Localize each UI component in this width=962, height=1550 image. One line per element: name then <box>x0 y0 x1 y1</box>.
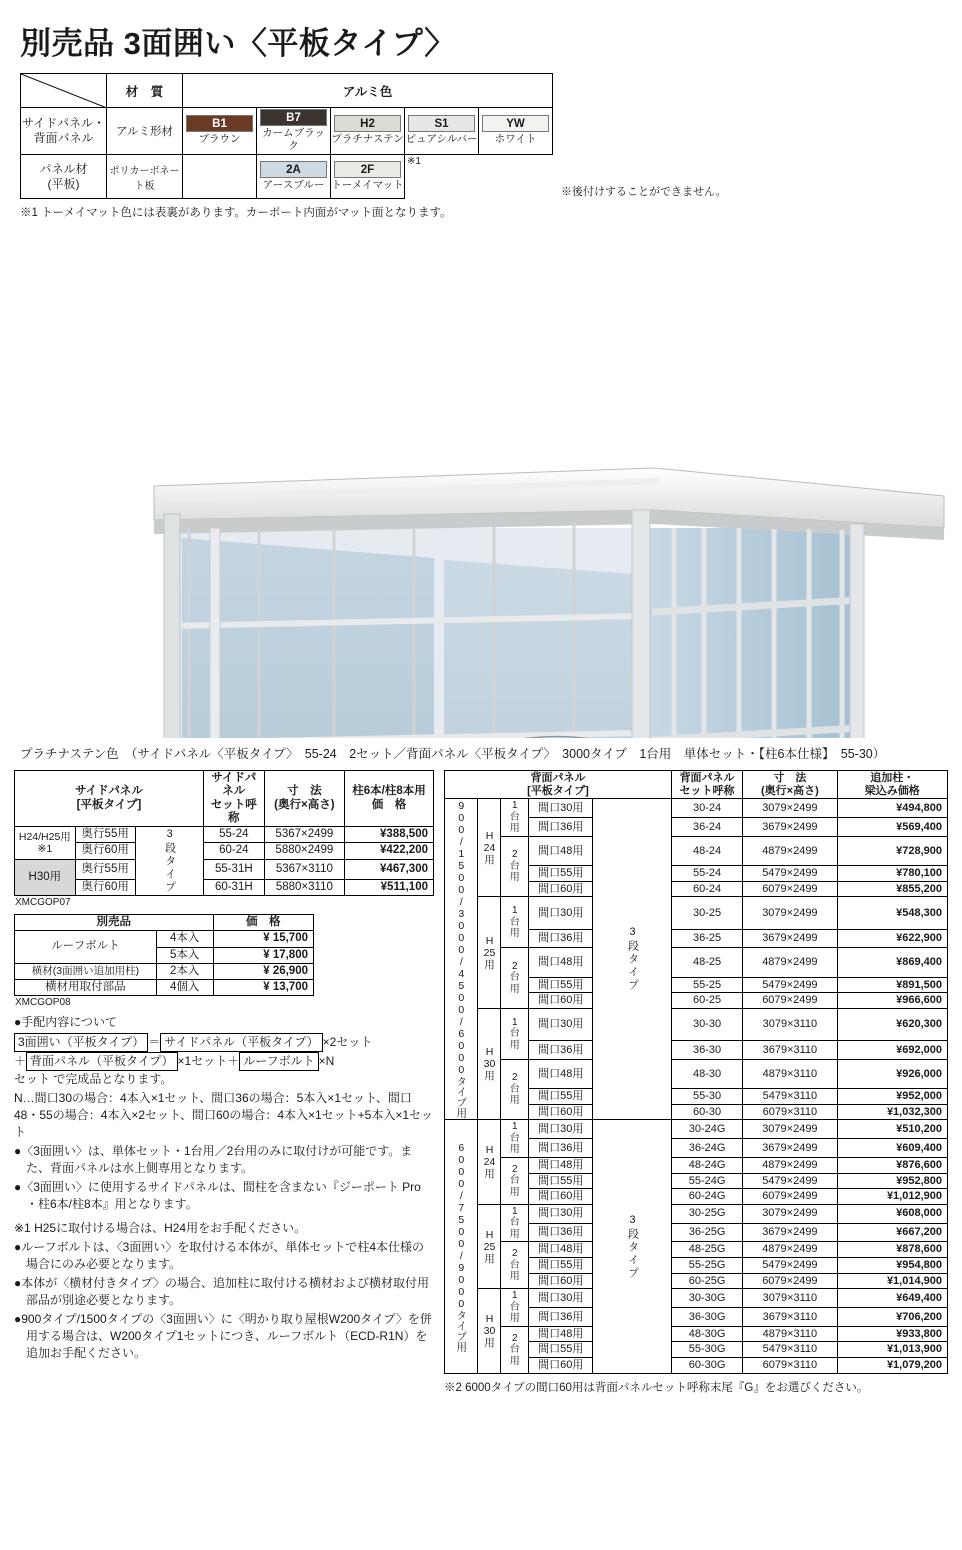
product-photo <box>14 228 948 738</box>
optional-parts-header-price: 価 格 <box>213 915 313 931</box>
panel-mark-1: ※1 <box>407 156 421 168</box>
photo-caption: プラチナステン色 （サイドパネル〈平板タイプ〉 55-24 2セット／背面パネル〈平板タイプ〉 3000タイプ 1台用 単体セット・【柱6本仕様】 55-30） <box>20 747 886 762</box>
back-panel-call-13: 55-30 <box>671 1089 742 1105</box>
side-panel-depth-3: 奥行60用 <box>75 879 135 895</box>
back-panel-width-29: 間口60用 <box>529 1358 593 1374</box>
back-panel-price-12: ¥926,000 <box>837 1060 947 1089</box>
side-panel-size-1: 5880×2499 <box>264 843 344 859</box>
optional-part-price-3: ¥ 13,700 <box>213 979 313 995</box>
back-panel-price-15: ¥510,200 <box>837 1120 947 1139</box>
optional-part-price-1: ¥ 17,800 <box>213 947 313 963</box>
note-item-1: 3面囲い（平板タイプ） ＝ サイドパネル（平板タイプ） ×2セット ＋ 背面パネル（平板タイプ） ×1セット＋ ルーフボルト ×N セット で完成品となります。 <box>14 1035 373 1087</box>
optional-parts-code: XMCGOP08 <box>15 997 71 1009</box>
back-panel-price-9: ¥966,600 <box>837 993 947 1009</box>
side-panel-price-2: ¥467,300 <box>345 859 434 879</box>
back-panel-call-21: 36-25G <box>671 1223 742 1242</box>
back-panel-size-28: 5479×3110 <box>743 1342 837 1358</box>
back-panel-call-24: 60-25G <box>671 1273 742 1289</box>
swatch-2f: 2F トーメイマット <box>331 155 405 199</box>
back-panel-h-label-h24-g2: H 24 用 <box>478 1120 501 1204</box>
swatch-s1: S1 ピュアシルバー <box>405 108 479 155</box>
col-header-alumi: アルミ色 <box>183 74 553 108</box>
back-panel-width-23: 間口55用 <box>529 1258 593 1274</box>
back-panel-size-12: 4879×3110 <box>743 1060 837 1089</box>
back-panel-price-0: ¥494,800 <box>837 799 947 818</box>
back-panel-price-7: ¥869,400 <box>837 948 947 977</box>
side-panel-table <box>14 770 434 896</box>
side-panel-tier-label: 3段タイプ <box>135 827 203 896</box>
back-panel-glass <box>649 528 859 738</box>
side-panel-price-0: ¥388,500 <box>345 827 434 843</box>
note-item-2: N…間口30の場合：4本入×1セット、間口36の場合：5本入×1セット、間口48・55の場合：4本入×2セット、間口60の場合：4本入×1セット+5本入×1セット <box>14 1091 434 1140</box>
note-item-7: ●本体が〈横材付きタイプ〉の場合、追加柱に取付ける横材および横材取付用部品が別途必要となります。 <box>14 1275 430 1307</box>
back-panel-call-14: 60-30 <box>671 1104 742 1120</box>
optional-part-price-2: ¥ 26,900 <box>213 963 313 979</box>
back-panel-call-16: 36-24G <box>671 1139 742 1158</box>
back-panel-price-18: ¥952,800 <box>837 1173 947 1189</box>
back-panel-width-0: 間口30用 <box>529 799 593 818</box>
back-panel-price-23: ¥954,800 <box>837 1258 947 1274</box>
back-panel-size-4: 6079×2499 <box>743 881 837 897</box>
back-panel-width-4: 間口60用 <box>529 881 593 897</box>
back-panel-size-8: 5479×2499 <box>743 977 837 993</box>
back-panel-price-11: ¥692,000 <box>837 1041 947 1060</box>
back-panel-width-8: 間口55用 <box>529 977 593 993</box>
back-panel-price-26: ¥706,200 <box>837 1308 947 1327</box>
back-panel-width-26: 間口36用 <box>529 1308 593 1327</box>
color-table <box>20 73 553 199</box>
back-panel-price-20: ¥608,000 <box>837 1204 947 1223</box>
side-panel-header-call: サイドパネル セット呼称 <box>203 771 264 827</box>
side-panel-price-3: ¥511,100 <box>345 879 434 895</box>
back-panel-size-6: 3679×2499 <box>743 929 837 948</box>
material-alumi-keizai: アルミ形材 <box>107 108 183 155</box>
side-panel-size-3: 5880×3110 <box>264 879 344 895</box>
row-label-panel-material: パネル材 (平板) <box>21 155 107 199</box>
back-panel-size-13: 5479×3110 <box>743 1089 837 1105</box>
back-panel-h-label-h30-g1: H 30 用 <box>478 1008 501 1120</box>
back-panel-size-10: 3079×3110 <box>743 1008 837 1040</box>
back-panel-size-9: 6079×2499 <box>743 993 837 1009</box>
back-panel-width-18: 間口55用 <box>529 1173 593 1189</box>
back-panel-call-1: 36-24 <box>671 818 742 837</box>
back-panel-cars-2f: 2 台 用 <box>501 1326 529 1373</box>
back-panel-tier-label-1: 3段タイプ <box>593 799 671 1120</box>
back-panel-width-7: 間口48用 <box>529 948 593 977</box>
back-panel-price-3: ¥780,100 <box>837 866 947 882</box>
back-panel-call-6: 36-25 <box>671 929 742 948</box>
back-panel-cars-2c: 2 台 用 <box>501 1060 529 1120</box>
back-panel-price-17: ¥876,600 <box>837 1157 947 1173</box>
back-panel-price-21: ¥667,200 <box>837 1223 947 1242</box>
back-panel-size-29: 6079×3110 <box>743 1358 837 1374</box>
back-panel-size-11: 3679×3110 <box>743 1041 837 1060</box>
row-label-side-back-panel: サイドパネル・ 背面パネル <box>21 108 107 155</box>
notes-block <box>14 1014 434 1362</box>
color-table-right-note: ※後付けすることができません。 <box>561 186 727 199</box>
back-panel-size-21: 3679×2499 <box>743 1223 837 1242</box>
side-panel-call-0: 55-24 <box>203 827 264 843</box>
optional-part-qty-3: 4個入 <box>156 979 213 995</box>
side-panel-call-2: 55-31H <box>203 859 264 879</box>
back-panel-size-25: 3079×3110 <box>743 1289 837 1308</box>
back-panel-call-20: 30-25G <box>671 1204 742 1223</box>
back-panel-width-10: 間口30用 <box>529 1008 593 1040</box>
back-panel-size-14: 6079×3110 <box>743 1104 837 1120</box>
back-panel-width-17: 間口48用 <box>529 1157 593 1173</box>
back-panel-cars-2e: 2 台 用 <box>501 1242 529 1289</box>
back-panel-h-label-h24-g1: H 24 用 <box>478 799 501 897</box>
optional-part-name-0: ルーフボルト <box>15 931 157 963</box>
back-panel-header-call: 背面パネル セット呼称 <box>671 771 742 799</box>
side-panel-row-label-h24: H24/H25用 ※1 <box>15 827 76 859</box>
back-panel-size-17: 4879×2499 <box>743 1157 837 1173</box>
back-panel-size-20: 3079×2499 <box>743 1204 837 1223</box>
back-panel-size-24: 6079×2499 <box>743 1273 837 1289</box>
back-panel-width-3: 間口55用 <box>529 866 593 882</box>
back-panel-width-12: 間口48用 <box>529 1060 593 1089</box>
side-panel-header-size: 寸 法 (奥行×高さ) <box>264 771 344 827</box>
note-item-8: ●900タイプ/1500タイプの〈3面囲い〉に〈明かり取り屋根W200タイプ〉を併用する場合は、W200タイプ1セットにつき、ルーフボルト（ECD-R1N）を追加お手配ください。 <box>14 1311 432 1360</box>
material-polycarbonate: ポリカーボネート板 <box>107 155 183 199</box>
back-panel-tier-label-2: 3段タイプ <box>593 1120 671 1373</box>
back-panel-size-26: 3679×3110 <box>743 1308 837 1327</box>
back-panel-price-29: ¥1,079,200 <box>837 1358 947 1374</box>
swatch-b1: B1 ブラウン <box>183 108 257 155</box>
optional-part-qty-2: 2本入 <box>156 963 213 979</box>
side-panel-call-3: 60-31H <box>203 879 264 895</box>
back-panel-width-16: 間口36用 <box>529 1139 593 1158</box>
back-panel-group-label-2: 6000/7500/9000タイプ用 <box>445 1120 478 1373</box>
note-1: ※1 トーメイマット色には表裏があります。カーポート内面がマット面となります。 <box>20 207 452 220</box>
back-panel-width-22: 間口48用 <box>529 1242 593 1258</box>
back-panel-call-10: 30-30 <box>671 1008 742 1040</box>
back-panel-price-6: ¥622,900 <box>837 929 947 948</box>
back-panel-call-5: 30-25 <box>671 897 742 929</box>
back-panel-call-22: 48-25G <box>671 1242 742 1258</box>
back-panel-call-9: 60-25 <box>671 993 742 1009</box>
back-panel-call-8: 55-25 <box>671 977 742 993</box>
back-panel-cars-2d: 2 台 用 <box>501 1157 529 1204</box>
back-panel-price-19: ¥1,012,900 <box>837 1189 947 1205</box>
back-panel-call-28: 55-30G <box>671 1342 742 1358</box>
color-table-corner <box>21 74 107 108</box>
back-panel-size-0: 3079×2499 <box>743 799 837 818</box>
back-panel-group-label-1: 900/1500/3000/4500/6000タイプ用 <box>445 799 478 1120</box>
back-panel-cars-1c: 1 台 用 <box>501 1008 529 1059</box>
back-panel-price-24: ¥1,014,900 <box>837 1273 947 1289</box>
back-panel-width-25: 間口30用 <box>529 1289 593 1308</box>
back-panel-width-14: 間口60用 <box>529 1104 593 1120</box>
back-panel-price-5: ¥548,300 <box>837 897 947 929</box>
back-panel-cars-1e: 1 台 用 <box>501 1204 529 1242</box>
empty-cell-1 <box>183 155 257 199</box>
back-panel-size-23: 5479×2499 <box>743 1258 837 1274</box>
back-panel-size-1: 3679×2499 <box>743 818 837 837</box>
side-panel-price-1: ¥422,200 <box>345 843 434 859</box>
back-panel-call-4: 60-24 <box>671 881 742 897</box>
back-panel-width-21: 間口36用 <box>529 1223 593 1242</box>
back-panel-width-24: 間口60用 <box>529 1273 593 1289</box>
back-panel-cars-1d: 1 台 用 <box>501 1120 529 1158</box>
back-panel-cars-1b: 1 台 用 <box>501 897 529 948</box>
optional-part-name-3: 横材用取付部品 <box>15 979 157 995</box>
back-panel-cars-2a: 2 台 用 <box>501 836 529 896</box>
side-panel-code: XMCGOP07 <box>15 897 71 909</box>
back-panel-price-10: ¥620,300 <box>837 1008 947 1040</box>
side-panel-header-price: 柱6本/柱8本用 価 格 <box>345 771 434 827</box>
back-panel-price-4: ¥855,200 <box>837 881 947 897</box>
back-panel-size-27: 4879×3110 <box>743 1326 837 1342</box>
side-panel-size-2: 5367×3110 <box>264 859 344 879</box>
left-column <box>14 770 434 1364</box>
swatch-yw: YW ホワイト <box>479 108 553 155</box>
optional-part-qty-1: 5本入 <box>156 947 213 963</box>
back-panel-width-2: 間口48用 <box>529 836 593 865</box>
right-column <box>444 770 948 1396</box>
back-panel-price-2: ¥728,900 <box>837 836 947 865</box>
optional-parts-header-name: 別売品 <box>15 915 214 931</box>
back-panel-width-13: 間口55用 <box>529 1089 593 1105</box>
back-panel-call-2: 48-24 <box>671 836 742 865</box>
back-panel-size-16: 3679×2499 <box>743 1139 837 1158</box>
back-panel-header-size: 寸 法 (奥行×高さ) <box>743 771 837 799</box>
price-tables <box>14 770 948 1396</box>
col-header-material: 材 質 <box>107 74 183 108</box>
back-panel-header-price: 追加柱・ 梁込み価格 <box>837 771 947 799</box>
note-item-4: ●〈3面囲い〉に使用するサイドパネルは、間柱を含まない『ジーポート Pro ・柱6本/柱8本』用となります。 <box>14 1180 421 1212</box>
back-panel-call-18: 55-24G <box>671 1173 742 1189</box>
back-panel-size-22: 4879×2499 <box>743 1242 837 1258</box>
back-panel-price-25: ¥649,400 <box>837 1289 947 1308</box>
back-panel-cars-2b: 2 台 用 <box>501 948 529 1008</box>
back-panel-call-25: 30-30G <box>671 1289 742 1308</box>
optional-part-price-0: ¥ 15,700 <box>213 931 313 947</box>
back-panel-h-label-h25-g2: H 25 用 <box>478 1204 501 1288</box>
swatch-b7: B7 カームブラック <box>257 108 331 155</box>
back-panel-price-27: ¥933,800 <box>837 1326 947 1342</box>
back-panel-size-5: 3079×2499 <box>743 897 837 929</box>
swatch-2a: 2A アースブルー <box>257 155 331 199</box>
back-panel-width-1: 間口36用 <box>529 818 593 837</box>
back-panel-call-29: 60-30G <box>671 1358 742 1374</box>
back-panel-width-15: 間口30用 <box>529 1120 593 1139</box>
back-panel-width-19: 間口60用 <box>529 1189 593 1205</box>
optional-part-name-2: 横材(3面囲い追加用柱) <box>15 963 157 979</box>
back-panel-size-18: 5479×2499 <box>743 1173 837 1189</box>
back-panel-call-23: 55-25G <box>671 1258 742 1274</box>
back-panel-width-27: 間口48用 <box>529 1326 593 1342</box>
side-panel-depth-1: 奥行60用 <box>75 843 135 859</box>
back-panel-call-26: 36-30G <box>671 1308 742 1327</box>
back-panel-size-7: 4879×2499 <box>743 948 837 977</box>
back-panel-call-7: 48-25 <box>671 948 742 977</box>
back-panel-price-1: ¥569,400 <box>837 818 947 837</box>
side-panel-size-0: 5367×2499 <box>264 827 344 843</box>
side-panel-call-1: 60-24 <box>203 843 264 859</box>
back-panel-call-3: 55-24 <box>671 866 742 882</box>
back-panel-h-label-h30-g2: H 30 用 <box>478 1289 501 1373</box>
back-panel-call-12: 48-30 <box>671 1060 742 1089</box>
back-panel-size-19: 6079×2499 <box>743 1189 837 1205</box>
note-item-5: ※1 H25に取付ける場合は、H24用をお手配ください。 <box>14 1220 307 1235</box>
back-panel-price-16: ¥609,400 <box>837 1139 947 1158</box>
back-panel-size-2: 4879×2499 <box>743 836 837 865</box>
note-item-3: ●〈3面囲い〉は、単体セット・1台用／2台用のみに取付けが可能です。また、背面パネルは水上側専用となります。 <box>14 1144 413 1176</box>
page-title: 別売品 3面囲い〈平板タイプ〉 <box>20 26 456 61</box>
side-panel-title: サイドパネル [平板タイプ] <box>15 771 204 827</box>
side-panel-depth-2: 奥行55用 <box>75 859 135 879</box>
back-panel-h-label-h25-g1: H 25 用 <box>478 897 501 1009</box>
side-panel-depth-0: 奥行55用 <box>75 827 135 843</box>
back-panel-call-15: 30-24G <box>671 1120 742 1139</box>
back-panel-call-11: 36-30 <box>671 1041 742 1060</box>
back-panel-width-9: 間口60用 <box>529 993 593 1009</box>
catalog-page <box>0 18 962 1550</box>
back-panel-width-20: 間口30用 <box>529 1204 593 1223</box>
back-panel-width-11: 間口36用 <box>529 1041 593 1060</box>
back-panel-price-14: ¥1,032,300 <box>837 1104 947 1120</box>
side-panel-row-label-h30: H30用 <box>15 859 76 896</box>
back-panel-width-28: 間口55用 <box>529 1342 593 1358</box>
back-panel-price-22: ¥878,600 <box>837 1242 947 1258</box>
back-panel-call-0: 30-24 <box>671 799 742 818</box>
back-panel-footnote: ※2 6000タイプの間口60用は背面パネルセット呼称末尾『G』をお選びください。 <box>444 1381 869 1394</box>
back-panel-cars-1f: 1 台 用 <box>501 1289 529 1327</box>
back-panel-cars-1a: 1 台 用 <box>501 799 529 837</box>
optional-part-qty-0: 4本入 <box>156 931 213 947</box>
back-panel-call-17: 48-24G <box>671 1157 742 1173</box>
back-panel-call-19: 60-24G <box>671 1189 742 1205</box>
back-panel-call-27: 48-30G <box>671 1326 742 1342</box>
back-panel-table <box>444 770 948 1374</box>
back-panel-price-13: ¥952,000 <box>837 1089 947 1105</box>
note-item-6: ●ルーフボルトは、〈3面囲い〉を取付ける本体が、単体セットで柱4本仕様の場合にのみ必要となります。 <box>14 1239 424 1271</box>
optional-parts-table <box>14 914 314 996</box>
back-panel-width-5: 間口30用 <box>529 897 593 929</box>
back-panel-price-28: ¥1,013,900 <box>837 1342 947 1358</box>
back-panel-size-15: 3079×2499 <box>743 1120 837 1139</box>
back-panel-title: 背面パネル [平板タイプ] <box>445 771 672 799</box>
back-panel-width-6: 間口36用 <box>529 929 593 948</box>
back-panel-size-3: 5479×2499 <box>743 866 837 882</box>
color-table-row <box>14 73 948 199</box>
back-panel-price-8: ¥891,500 <box>837 977 947 993</box>
swatch-h2: H2 プラチナステン <box>331 108 405 155</box>
note-item-0: ●手配内容について <box>14 1015 118 1030</box>
